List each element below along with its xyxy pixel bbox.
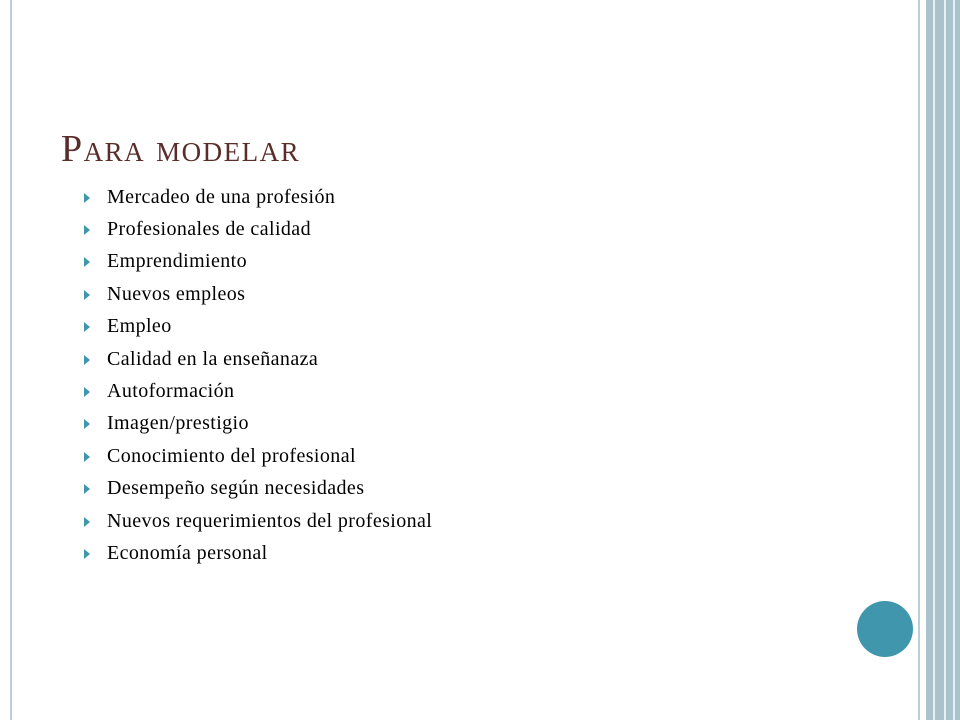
bullet-item	[84, 408, 432, 440]
bullet-text: Autoformación	[107, 380, 235, 403]
bullet-item	[84, 375, 432, 407]
bullet-item	[84, 311, 432, 343]
arrow-icon	[84, 484, 90, 494]
arrow-icon	[84, 355, 90, 365]
bullet-item	[84, 505, 432, 537]
frame-stripe	[953, 0, 955, 720]
circle-decoration	[857, 601, 913, 657]
bullet-text: Mercadeo de una profesión	[107, 185, 336, 208]
bullet-item	[84, 278, 432, 310]
bullet-text: Emprendimiento	[107, 250, 248, 273]
slide-title: Para modelar	[61, 128, 301, 170]
arrow-icon	[84, 225, 90, 235]
bullet-text: Imagen/prestigio	[107, 412, 249, 435]
frame-stripe	[933, 0, 935, 720]
bullet-text: Calidad en la enseñanaza	[107, 347, 319, 370]
arrow-icon	[84, 290, 90, 300]
bullet-text: Nuevos empleos	[107, 282, 246, 305]
bullet-item	[84, 537, 432, 569]
arrow-icon	[84, 517, 90, 527]
bullet-text: Economía personal	[107, 541, 268, 564]
bullet-item	[84, 440, 432, 472]
arrow-icon	[84, 322, 90, 332]
bullet-item	[84, 213, 432, 245]
arrow-icon	[84, 387, 90, 397]
bullet-item	[84, 181, 432, 213]
frame-stripe	[944, 0, 946, 720]
slide-frame-left	[10, 0, 12, 720]
bullet-text: Nuevos requerimientos del profesional	[107, 509, 433, 532]
bullet-text: Empleo	[107, 315, 172, 338]
bullet-list	[84, 181, 432, 570]
arrow-icon	[84, 257, 90, 267]
bullet-text: Desempeño según necesidades	[107, 477, 365, 500]
bullet-item	[84, 343, 432, 375]
arrow-icon	[84, 452, 90, 462]
arrow-icon	[84, 193, 90, 203]
slide-frame-right-line	[918, 0, 920, 720]
arrow-icon	[84, 419, 90, 429]
bullet-text: Profesionales de calidad	[107, 218, 311, 241]
bullet-text: Conocimiento del profesional	[107, 444, 356, 467]
bullet-item	[84, 473, 432, 505]
bullet-item	[84, 246, 432, 278]
arrow-icon	[84, 549, 90, 559]
